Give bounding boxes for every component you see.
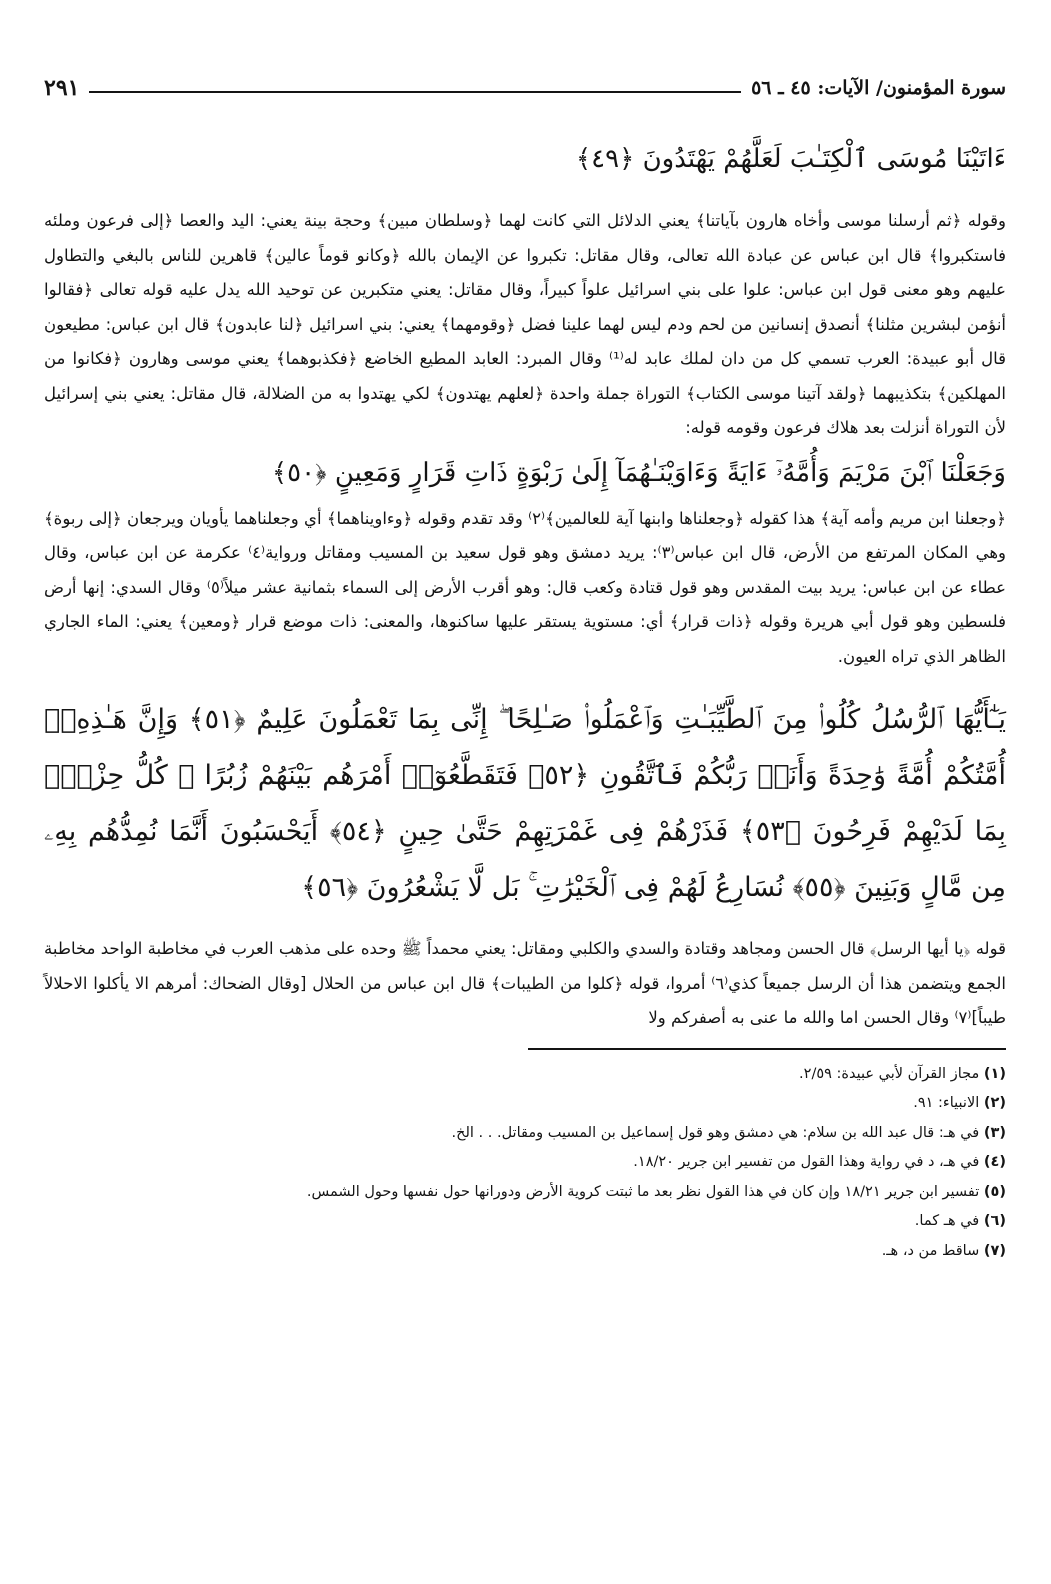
footnote-number: (٢) bbox=[983, 1095, 1006, 1111]
footnote-number: (٧) bbox=[983, 1242, 1006, 1259]
footnote-number: (١) bbox=[983, 1065, 1006, 1082]
footnote bbox=[44, 1089, 1006, 1119]
commentary-paragraph: ﴿وجعلنا ابن مريم وأمه آية﴾ هذا كقوله ﴿وجعلناها وابنها آية للعالمين﴾⁽٢⁾ وقد تقدم وقوله ﴿وءاويناهما﴾ أي وجعلناهما يأويان ويرجعان ﴿إلى ربوة﴾ وهي المكان المرتفع من الأرض، قال ابن عباس⁽٣⁾: يريد دمشق وهو قول سعيد بن المسيب ومقاتل ورواية⁽٤⁾ عكرمة عن ابن عباس، وقال عطاء عن ابن عباس: يريد بيت المقدس وهو قول قتادة وكعب قال: وهو أقرب الأرض إلى السماء بثمانية عشر ميلاً⁽٥⁾ وقال السدي: إنها أرض فلسطين وهو قول أبي هريرة وقوله ﴿ذات قرار﴾ أي: مستوية يستقر عليها ساكنوها، والمعنى: ذات موضع قرار ﴿ومعين﴾ يعني: الماء الجاري الظاهر الذي تراه العيون. bbox=[44, 508, 1007, 666]
footnote-separator bbox=[528, 1048, 1006, 1050]
footnote-number: (٥) bbox=[983, 1183, 1006, 1200]
page-header bbox=[44, 66, 1006, 110]
footnote-text: في هـ، د في رواية وهذا القول من تفسير ابن جرير ١٨/٢٠. bbox=[633, 1154, 980, 1170]
footnote-number: (٤) bbox=[983, 1154, 1006, 1170]
footnote bbox=[44, 1207, 1006, 1237]
footnote bbox=[44, 1237, 1006, 1267]
commentary-paragraph: وقوله ﴿ثم أرسلنا موسى وأخاه هارون بآياتنا﴾ يعني الدلائل التي كانت لهما ﴿وسلطان مبين﴾ وحجة بينة يعني: اليد والعصا ﴿إلى فرعون وملئه فاستكبروا﴾ قال ابن عباس عن عبادة الله تعالى، وقال مقاتل: تكبروا عن الإيمان بالله ﴿وكانو قوماً عالين﴾ قاهرين للناس بالبغي والتطاول عليهم وهو معنى قول ابن عباس: علوا على بني اسرائيل علواً كبيراً، وقال مقاتل: يعني متكبرين عن توحيد الله يدل عليه قوله تعالى ﴿فقالوا أنؤمن لبشرين مثلنا﴾ أنصدق إنسانين من لحم ودم ليس لهما علينا فضل ﴿وقومهما﴾ يعني: بني اسرائيل ﴿لنا عابدون﴾ قال ابن عباس: مطيعون قال أبو عبيدة: العرب تسمي كل من دان لملك عابد له⁽¹⁾ وقال المبرد: العابد المطيع الخاضع ﴿فكذبوهما﴾ يعني موسى وهارون ﴿فكانوا من المهلكين﴾ بتكذيبهما ﴿ولقد آتينا موسى الكتاب﴾ التوراة جملة واحدة ﴿لعلهم يهتدون﴾ لكي يهتدوا به من الضلالة، قال مقاتل: يعني بني إسرائيل لأن التوراة أنزلت بعد هلاك فرعون وقومه قوله: bbox=[44, 211, 1006, 437]
page-number: ٢٩١ bbox=[44, 75, 80, 101]
footnote bbox=[44, 1119, 1006, 1149]
footnote-text: تفسير ابن جرير ١٨/٢١ وإن كان في هذا القول نظر بعد ما ثبتت كروية الأرض ودورانها حول نفسها وحول الشمس. bbox=[306, 1183, 980, 1200]
footnote bbox=[44, 1178, 1006, 1208]
footnote-text: في هـ: قال عبد الله بن سلام: هي دمشق وهو قول إسماعيل بن المسيب ومقاتل. . . الخ. bbox=[451, 1124, 980, 1141]
quran-verse-50: وَجَعَلْنَا ٱبْنَ مَرْيَمَ وَأُمَّهُۥٓ ءَايَةً وَءَاوَيْنَـٰهُمَآ إِلَىٰ رَبْوَةٍ ذَاتِ قَرَارٍ وَمَعِينٍ ﴿٥٠﴾ bbox=[271, 457, 1006, 488]
footnote bbox=[44, 1148, 1006, 1178]
footnote-separator-wrap bbox=[44, 1036, 1006, 1056]
quran-verses-51-56: يَـٰٓأَيُّهَا ٱلرُّسُلُ كُلُوا۟ مِنَ ٱلطَّيِّبَـٰتِ وَٱعْمَلُوا۟ صَـٰلِحًا ۖ إِنِّى بِمَا تَعْمَلُونَ عَلِيمٌ ﴿٥١﴾ وَإِنَّ هَـٰذِهِۦٓ أُمَّتُكُمْ أُمَّةً وَٰحِدَةً وَأَنَا۠ رَبُّكُمْ فَٱتَّقُونِ ﴿٥٢﴾ فَتَقَطَّعُوٓا۟ أَمْرَهُم بَيْنَهُمْ زُبُرًا ۖ كُلُّ حِزْبٍۭ بِمَا لَدَيْهِمْ فَرِحُونَ ﴿٥٣﴾ فَذَرْهُمْ فِى غَمْرَتِهِمْ حَتَّىٰ حِينٍ ﴿٥٤﴾ أَيَحْسَبُونَ أَنَّمَا نُمِدُّهُم بِهِۦ مِن مَّالٍ وَبَنِينَ ﴿٥٥﴾ نُسَارِعُ لَهُمْ فِى ٱلْخَيْرَٰتِ ۚ بَل لَّا يَشْعُرُونَ ﴿٥٦﴾ bbox=[44, 704, 1006, 903]
footnote-text: ساقط من د، هـ. bbox=[881, 1242, 980, 1259]
book-page bbox=[44, 66, 1006, 1526]
commentary-paragraph: قوله ﴿يا أيها الرسل﴾ قال الحسن ومجاهد وقتادة والسدي والكلبي ومقاتل: يعني محمداً ﷺ وحده على مذهب العرب في مخاطبة الواحد مخاطبة الجمع ويتضمن هذا أن الرسل جميعاً كذي⁽٦⁾ أمروا، قوله ﴿كلوا من الطيبات﴾ قال ابن عباس من الحلال [وقال الضحاك: أمرهم الا يأكلوا الاحلالاً طيباً]⁽٧⁾ وقال الحسن اما والله ما عنى به أصفركم ولا bbox=[44, 939, 1006, 1027]
footnote bbox=[44, 1060, 1006, 1090]
footnotes-list bbox=[44, 1060, 1006, 1267]
footnote-text: في هـ كما. bbox=[914, 1213, 980, 1229]
quran-verse-49: ءَاتَيْنَا مُوسَى ٱلْكِتَـٰبَ لَعَلَّهُمْ يَهْتَدُونَ ﴿٤٩﴾ bbox=[575, 144, 1006, 174]
footnote-text: مجاز القرآن لأبي عبيدة: ٢/٥٩. bbox=[799, 1065, 980, 1082]
surah-title: سورة المؤمنون/ الآيات: ٤٥ ـ ٥٦ bbox=[751, 77, 1006, 99]
footnote-text: الانبياء: ٩١. bbox=[913, 1095, 980, 1111]
footnote-number: (٣) bbox=[983, 1124, 1006, 1141]
header-rule bbox=[89, 91, 741, 93]
footnote-number: (٦) bbox=[983, 1213, 1006, 1229]
